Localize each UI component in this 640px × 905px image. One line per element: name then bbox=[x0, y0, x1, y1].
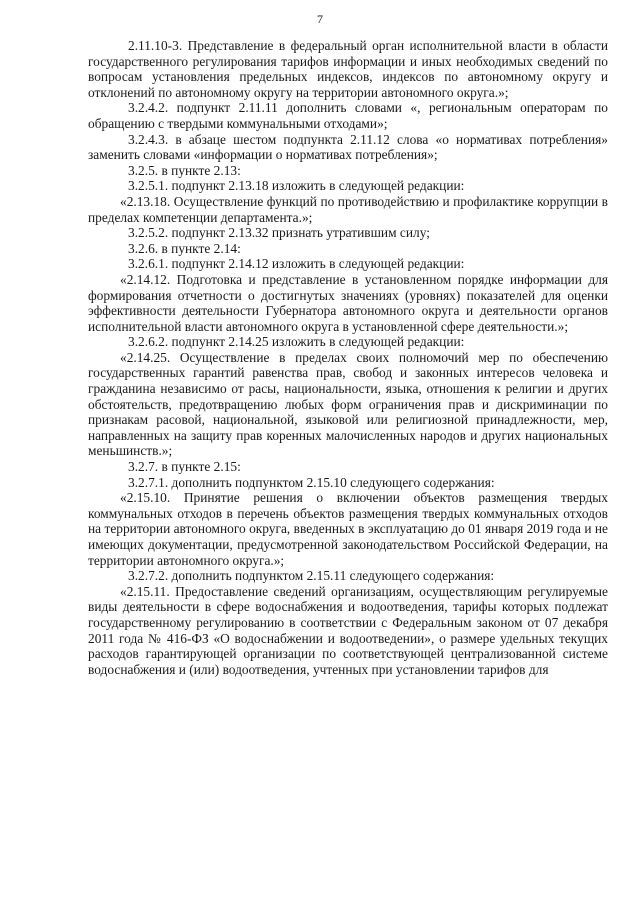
quote-2-15-11: «2.15.11. Предоставление сведений организациям, осуществляющим регулируемые виды деятельности в сфере водоснабжения и водоотведения, тарифы которых подлежат государственному регулированию в соответствии с Федеральным законом от 07 декабря 2011 года № 416-ФЗ «О водоснабжении и водоотведении», о размере удельных текущих расходов гарантирующей организации по соответствующей централизованной системе водоснабжения и (или) водоотведения, учтенных при установлении тарифов для bbox=[88, 583, 608, 677]
paragraph-3-2-5-2: 3.2.5.2. подпункт 2.13.32 признать утратившим силу; bbox=[128, 225, 430, 241]
paragraph-2-11-10-3: 2.11.10-3. Представление в федеральный орган исполнительной власти в области государственного регулирования тарифов информации и иных необходимых сведений по вопросам установления предельных индексов, индексов по автономному округу и отклонений по автономному округу на территории автономного округа.»; bbox=[88, 38, 608, 100]
paragraph-3-2-7-1: 3.2.7.1. дополнить подпунктом 2.15.10 следующего содержания: bbox=[128, 474, 495, 490]
paragraph-3-2-6-1: 3.2.6.1. подпункт 2.14.12 изложить в следующей редакции: bbox=[128, 256, 465, 272]
paragraph-3-2-4-3: 3.2.4.3. в абзаце шестом подпункта 2.11.12 слова «о нормативах потребления» заменить словами «информации о нормативах потребления»; bbox=[88, 131, 608, 163]
paragraph-3-2-6-2: 3.2.6.2. подпункт 2.14.25 изложить в следующей редакции: bbox=[128, 334, 465, 350]
quote-2-13-18: «2.13.18. Осуществление функций по противодействию и профилактике коррупции в пределах компетенции департамента.»; bbox=[88, 193, 608, 225]
paragraph-3-2-4-2: 3.2.4.2. подпункт 2.11.11 дополнить словами «, региональным операторам по обращению с твердыми коммунальными отходами»; bbox=[88, 100, 608, 131]
paragraph-3-2-6: 3.2.6. в пункте 2.14: bbox=[128, 240, 241, 256]
paragraph-3-2-7: 3.2.7. в пункте 2.15: bbox=[128, 459, 241, 475]
paragraph-3-2-5-1: 3.2.5.1. подпункт 2.13.18 изложить в следующей редакции: bbox=[128, 178, 465, 194]
paragraph-3-2-5: 3.2.5. в пункте 2.13: bbox=[128, 162, 241, 178]
quote-2-14-12: «2.14.12. Подготовка и представление в установленном порядке информации для формирования отчетности о достигнутых значениях (уровнях) показателей для оценки эффективности деятельности Губернатора автономного округа и деятельности органов исполнительной власти автономного округа в установленной сфере деятельности.»; bbox=[88, 271, 608, 334]
quote-2-14-25: «2.14.25. Осуществление в пределах своих полномочий мер по обеспечению государственных гарантий равенства прав, свобод и законных интересов человека и гражданина независимо от расы, национальности, языка, отношения к религии и других обстоятельств, предотвращению любых форм ограничения прав и дискриминации по признакам расовой, национальной, языковой или религиозной принадлежности, мер, направленных на защиту прав коренных малочисленных народов и других национальных меньшинств.»; bbox=[88, 349, 608, 459]
document-body bbox=[88, 38, 608, 677]
quote-2-15-10: «2.15.10. Принятие решения о включении объектов размещения твердых коммунальных отходов в перечень объектов размещения твердых коммунальных отходов на территории автономного округа, введенных в эксплуатацию до 01 января 2019 года и не имеющих документации, предусмотренной законодательством Российской Федерации, на территории автономного округа.»; bbox=[88, 490, 608, 568]
paragraph-3-2-7-2: 3.2.7.2. дополнить подпунктом 2.15.11 следующего содержания: bbox=[128, 568, 495, 584]
page-number: 7 bbox=[317, 12, 323, 26]
